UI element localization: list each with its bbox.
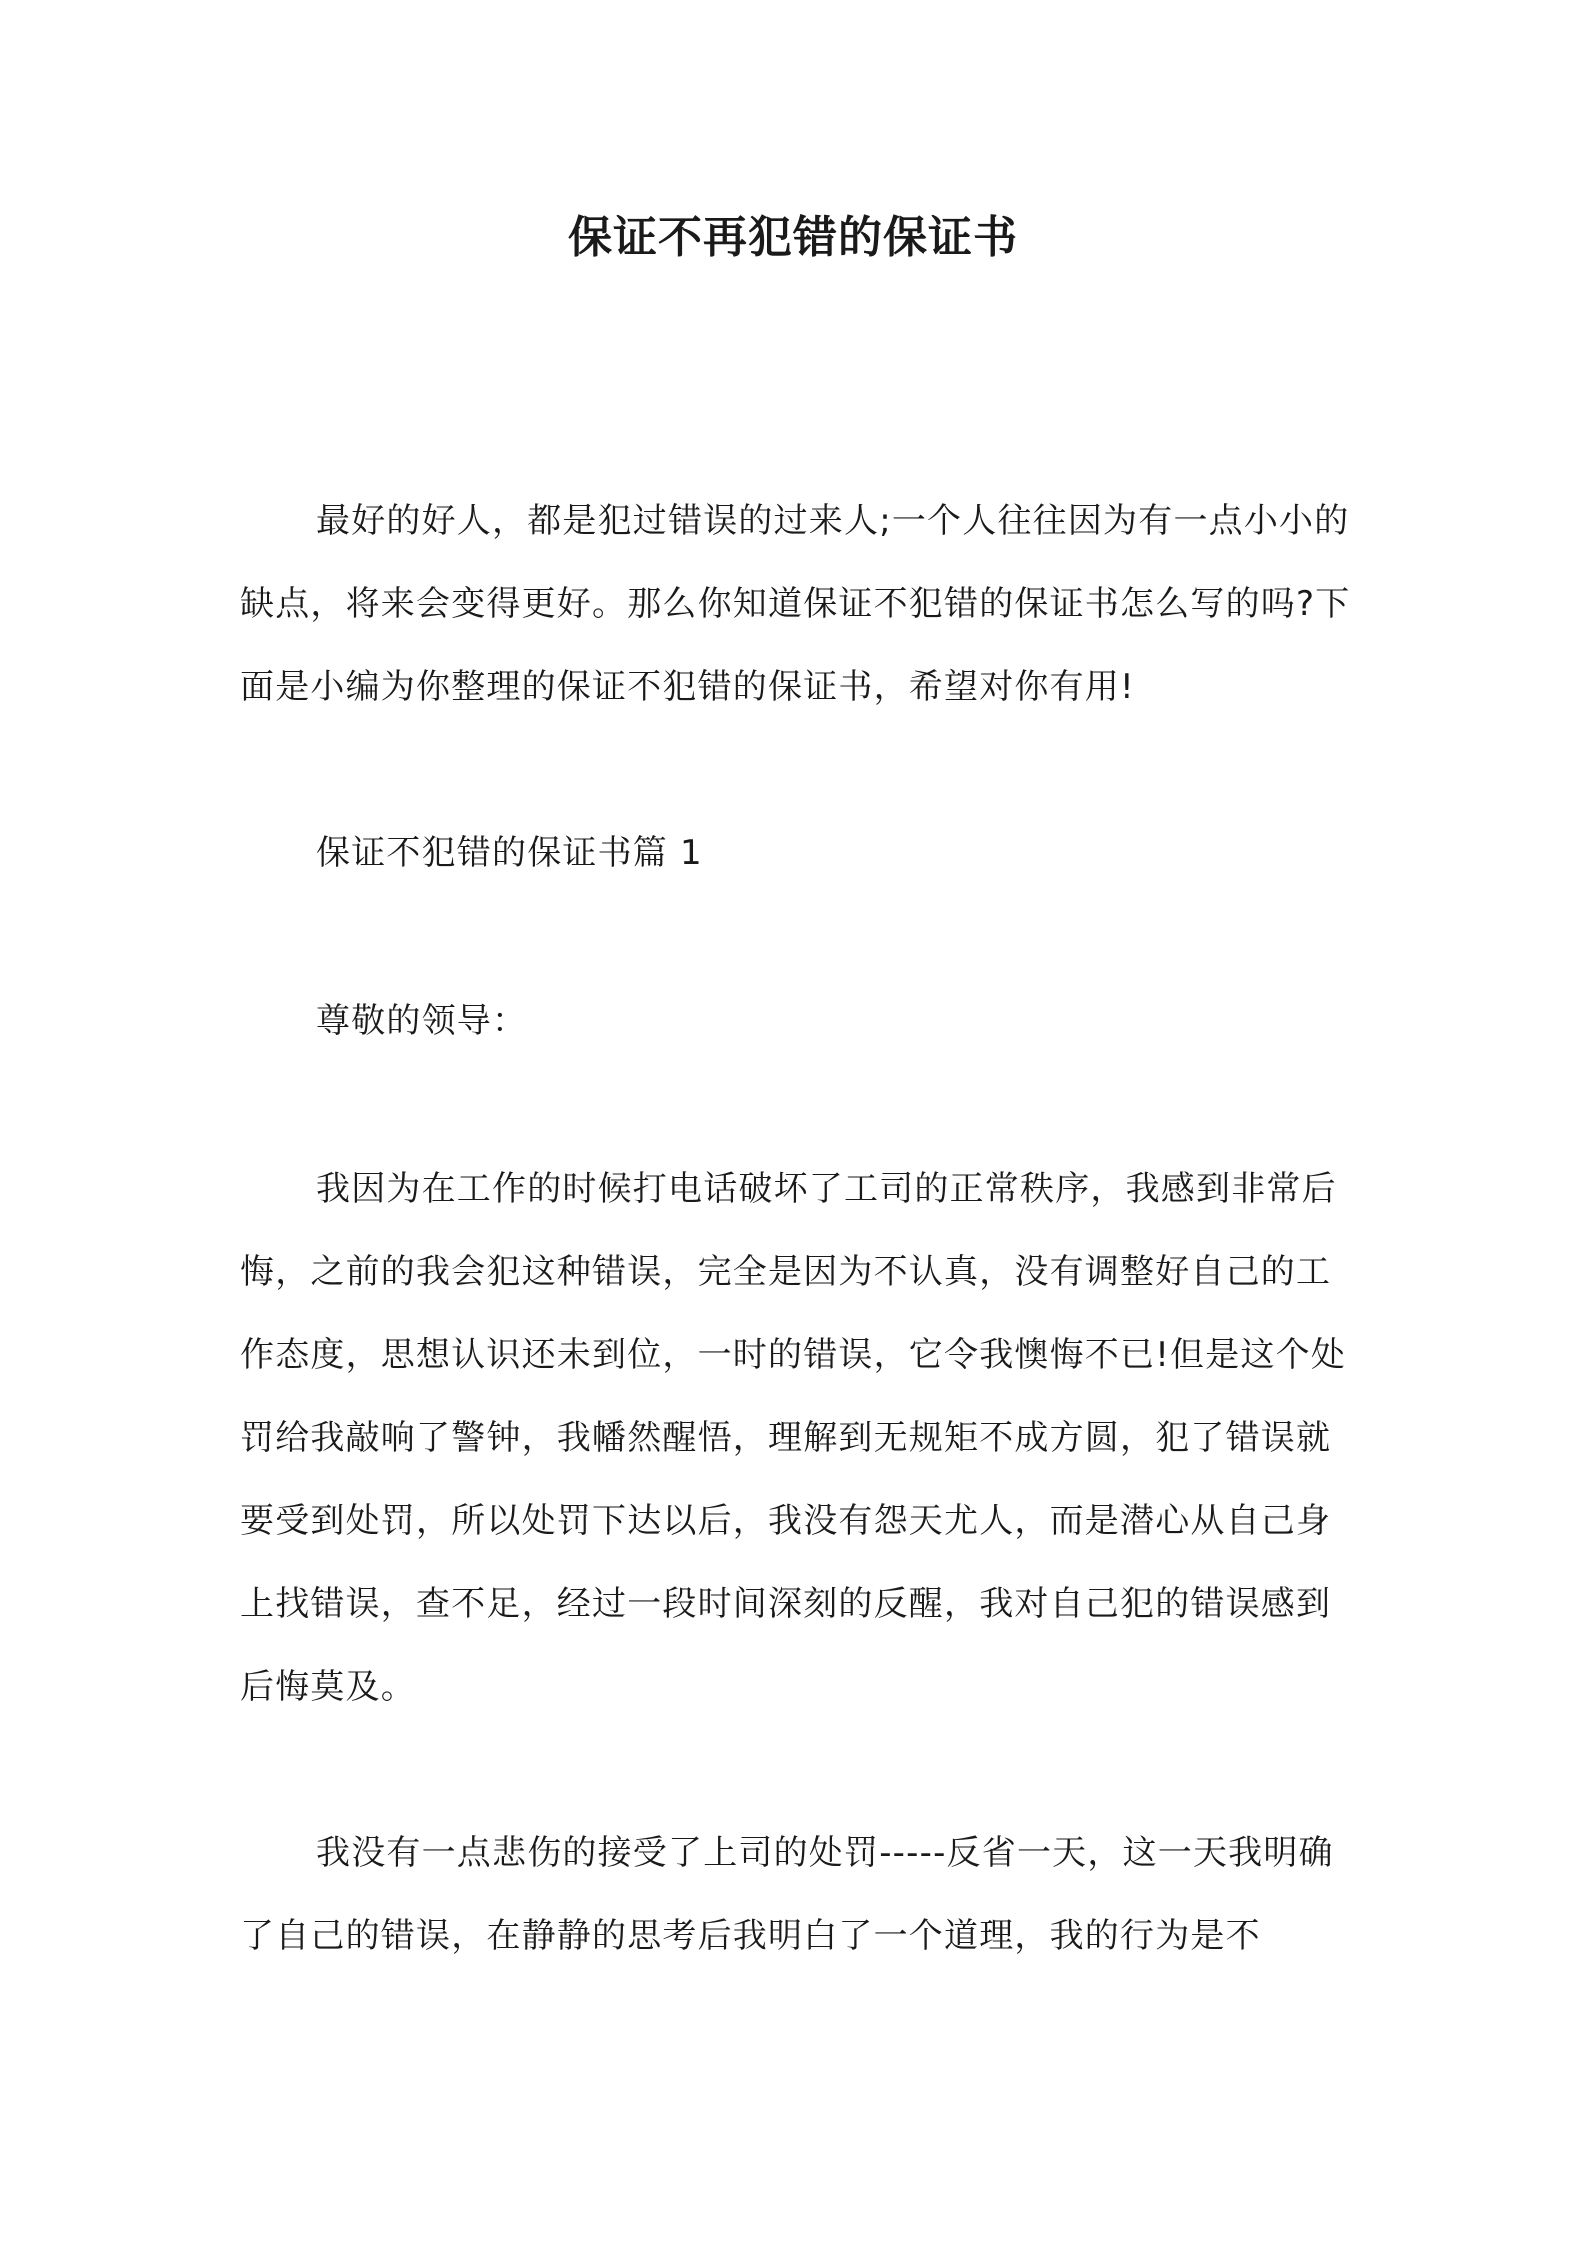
body-paragraph-1: 我因为在工作的时候打电话破坏了工司的正常秩序，我感到非常后悔，之前的我会犯这种错误，完全是因为不认真，没有调整好自己的工作态度，思想认识还未到位，一时的错误，它令我懊悔不已!但是这个处罚给我敲响了警钟，我幡然醒悟，理解到无规矩不成方圆，犯了错误就要受到处罚，所以处罚下达以后，我没有怨天尤人，而是潜心从自己身上找错误，查不足，经过一段时间深刻的反醒，我对自己犯的错误感到后悔莫及。 <box>240 1169 1347 1707</box>
intro-paragraph-block <box>240 480 1358 729</box>
intro-paragraph: 最好的好人，都是犯过错误的过来人;一个人往往因为有一点小小的缺点，将来会变得更好。那么你知道保证不犯错的保证书怎么写的吗?下面是小编为你整理的保证不犯错的保证书，希望对你有用! <box>240 501 1351 707</box>
section-heading-block <box>240 812 1358 895</box>
body-paragraph-2: 我没有一点悲伤的接受了上司的处罚-----反省一天，这一天我明确了自己的错误，在静静的思考后我明白了一个道理，我的行为是不 <box>240 1833 1334 1956</box>
body-paragraph-1-block <box>240 1148 1358 1729</box>
body-paragraph-2-block <box>240 1812 1358 1978</box>
document-title: 保证不再犯错的保证书 <box>568 212 1018 263</box>
greeting-block <box>240 980 1358 1063</box>
section-heading: 保证不犯错的保证书篇 1 <box>316 833 703 873</box>
greeting: 尊敬的领导： <box>316 1001 528 1041</box>
